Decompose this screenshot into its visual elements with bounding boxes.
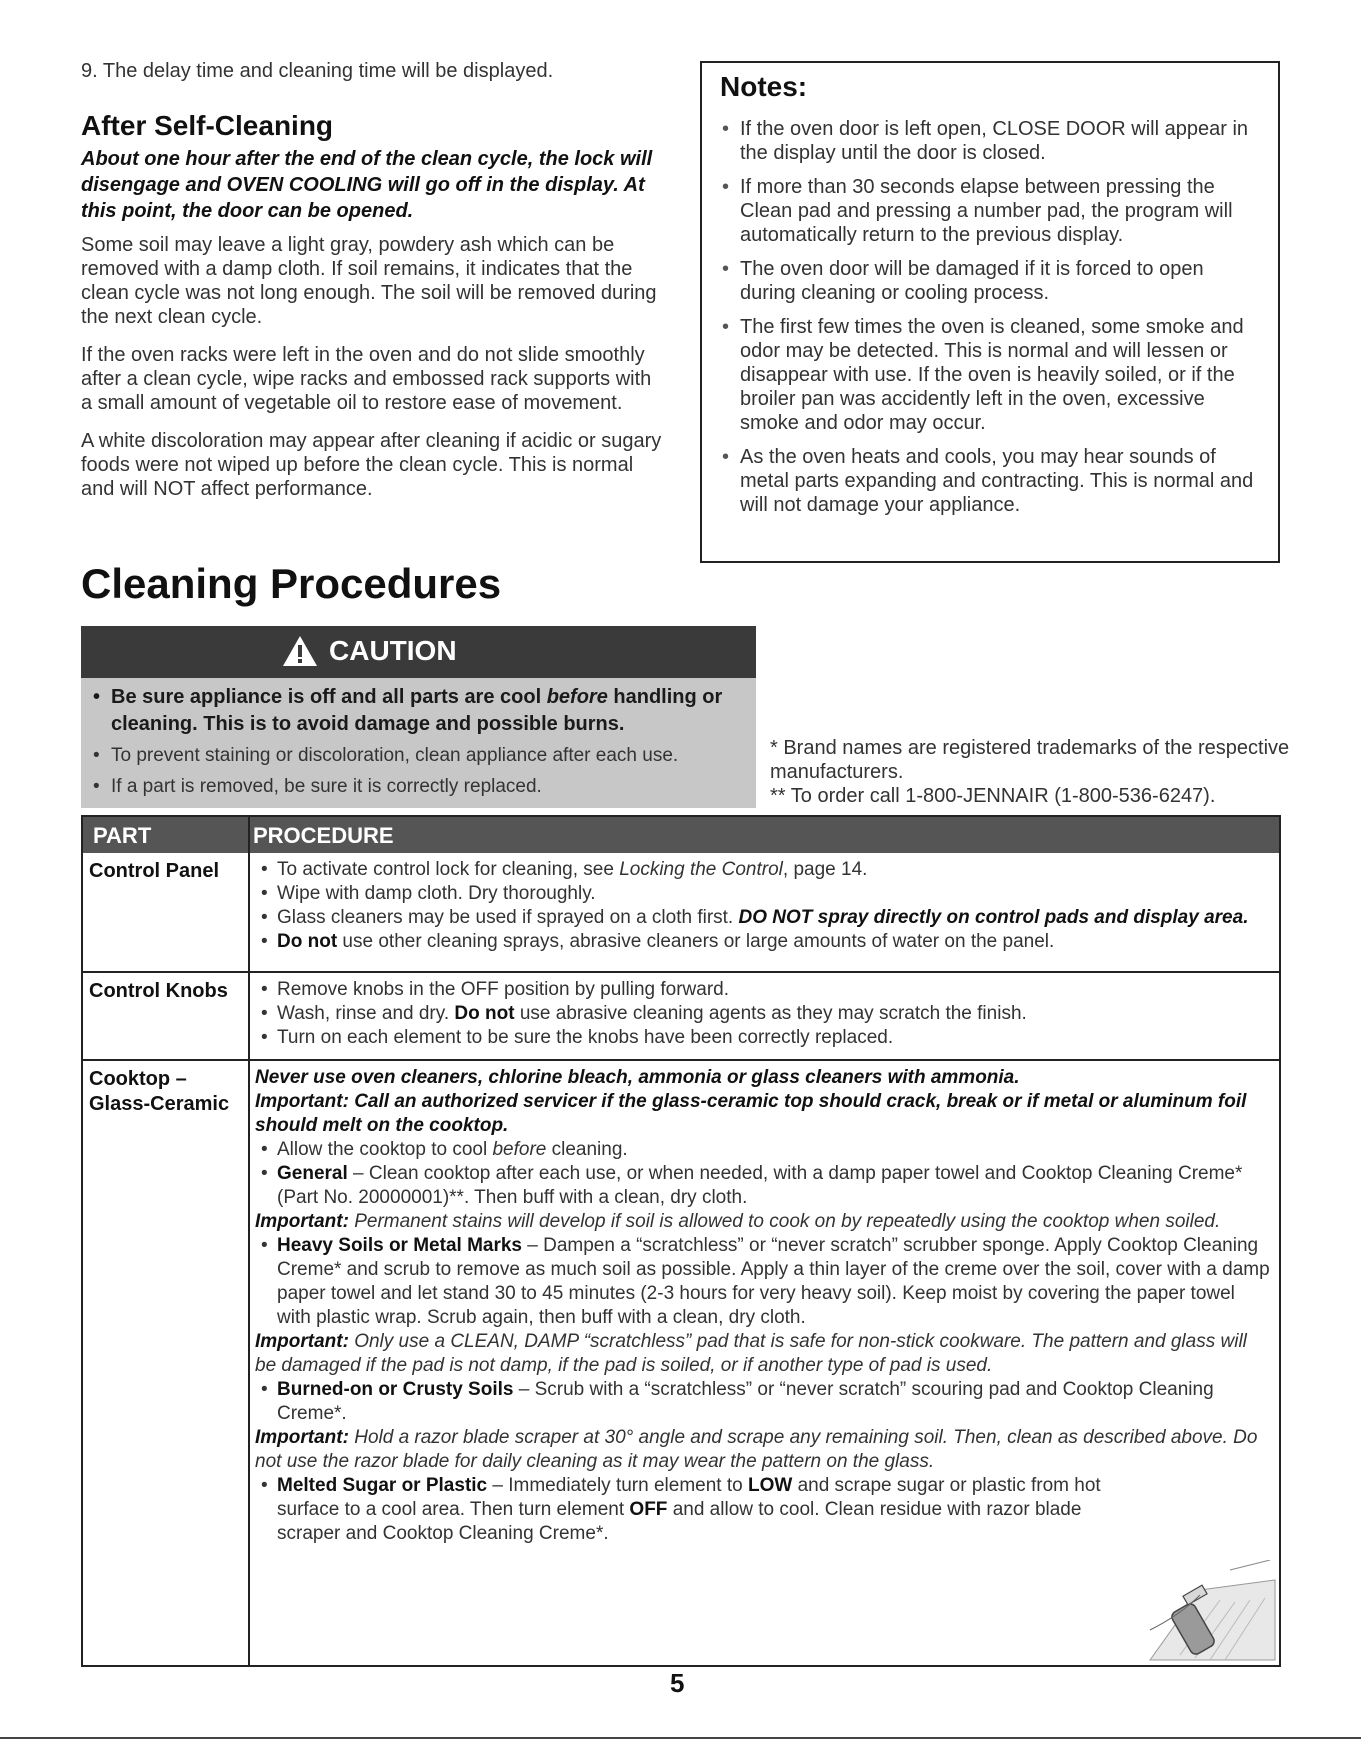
procedure-cell: • To activate control lock for cleaning, see Locking the Control, page 14. • Wipe with damp cloth. Dry thoroughly. • Glass cleaners may be used if sprayed on a cloth first. DO NOT spray directly on control pads and display area. • Do not use other cleaning sprays, abrasive cleaners or large amounts of water on the panel. (255, 858, 1270, 954)
after-self-cleaning-body (81, 233, 666, 515)
caution-title: CAUTION (329, 635, 457, 666)
table-row (83, 973, 1279, 1059)
after-self-cleaning-lead: About one hour after the end of the clean cycle, the lock will disengage and OVEN COOLING will go off in the display. At this point, the door can be opened. (81, 148, 653, 222)
note-item: • If more than 30 seconds elapse between pressing the Clean pad and pressing a number pad, the program will automatically return to the previous display. (720, 175, 1260, 247)
razor-scraper-illustration (1140, 1560, 1278, 1665)
note-item: • If the oven door is left open, CLOSE DOOR will appear in the display until the door is closed. (720, 117, 1260, 165)
paragraph: If the oven racks were left in the oven and do not slide smoothly after a clean cycle, wipe racks and embossed rack supports with a small amount of vegetable oil to restore ease of movement. (81, 344, 652, 414)
note-item: • As the oven heats and cools, you may hear sounds of metal parts expanding and contracting. This is normal and will not damage your appliance. (720, 445, 1260, 517)
cleaning-procedures-heading: Cleaning Procedures (81, 560, 502, 607)
bottom-rule (0, 1737, 1361, 1739)
caution-box (81, 626, 756, 808)
caution-item: • Be sure appliance is off and all parts are cool before handling or cleaning. This is to avoid damage and possible burns. (89, 684, 749, 738)
warning-triangle-icon (281, 634, 319, 668)
after-self-cleaning-heading: After Self-Cleaning (81, 110, 334, 141)
cleaning-procedures-table (81, 815, 1281, 1667)
part-label: Control Panel (89, 860, 220, 882)
procedure-cell: • Remove knobs in the OFF position by pulling forward. • Wash, rinse and dry. Do not use abrasive cleaning agents as they may scratch the finish. • Turn on each element to be sure the knobs have been correctly replaced. (255, 978, 1270, 1050)
table-header (83, 817, 1279, 853)
column-header-procedure: PROCEDURE (253, 823, 394, 848)
caution-item: • To prevent staining or discoloration, clean appliance after each use. (89, 742, 749, 769)
caution-header (81, 626, 756, 678)
caution-list (89, 684, 749, 800)
part-label: Control Knobs (89, 980, 228, 1002)
trademark-line: * Brand names are registered trademarks of the respective manufacturers. (770, 737, 1290, 783)
notes-title: Notes: (720, 71, 808, 102)
note-item: • The first few times the oven is cleaned, some smoke and odor may be detected. This is normal and will lessen or disappear with use. If the oven is heavily soiled, or if the broiler pan was accidently left in the oven, excessive smoke and odor may occur. (720, 315, 1260, 435)
table-row (83, 1061, 1279, 1661)
notes-box (700, 61, 1280, 563)
notes-list (720, 117, 1260, 517)
caution-item: • If a part is removed, be sure it is correctly replaced. (89, 773, 749, 800)
procedure-cell: Never use oven cleaners, chlorine bleach, ammonia or glass cleaners with ammonia. Important: Call an authorized servicer if the glass-ceramic top should crack, break or if metal or aluminum foil should melt on the cooktop. • Allow the cooktop to cool before cleaning. • General – Clean cooktop after each use, or when needed, with a damp paper towel and Cooktop Cleaning Creme* (Part No. 20000001)**. Then buff with a clean, dry cloth. Important: Permanent stains will develop if soil is allowed to cook on by repeatedly using the cooktop when soiled. • Heavy Soils or Metal Marks – Dampen a “scratchless” or “never scratch” scrubber sponge. Apply Cooktop Cleaning Creme* and scrub to remove as much soil as possible. Apply a thin layer of the creme over the soil, cover with a damp paper towel and let stand 30 to 45 minutes (2-3 hours for very heavy soil). Keep moist by covering the paper towel with plastic wrap. Scrub again, then buff with a clean, dry cloth. Important: Only use a CLEAN, DAMP “scratchless” pad that is safe for non-stick cookware. The pattern and glass will be damaged if the pad is not damp, if the pad is soiled, or if another type of pad is used. • Burned-on or Crusty Soils – Scrub with a “scratchless” or “never scratch” scouring pad and Cooktop Cleaning Creme*. Important: Hold a razor blade scraper at 30° angle and scrape any remaining soil. Then, clean as described above. Do not use the razor blade for daily cleaning as it may wear the pattern on the glass. • Melted Sugar or Plastic – Immediately turn element to LOW and scrape sugar or plastic from hot surface to a cool area. Then turn element OFF and allow to cool. Clean residue with razor blade scraper and Cooktop Cleaning Creme*. (255, 1066, 1270, 1546)
note-item: • The oven door will be damaged if it is forced to open during cleaning or cooling process. (720, 257, 1260, 305)
step-9-text: 9. The delay time and cleaning time will be displayed. (81, 60, 554, 82)
order-phone-line: ** To order call 1-800-JENNAIR (1-800-536-6247). (770, 785, 1216, 807)
column-header-part: PART (93, 823, 152, 848)
trademark-notes (770, 736, 1290, 808)
table-row (83, 853, 1279, 971)
page-number: 5 (670, 1668, 685, 1698)
paragraph: A white discoloration may appear after cleaning if acidic or sugary foods were not wiped up before the clean cycle. This is normal and will NOT affect performance. (81, 430, 662, 500)
part-label: Cooktop – Glass-Ceramic (89, 1068, 230, 1115)
paragraph: Some soil may leave a light gray, powdery ash which can be removed with a damp cloth. If soil remains, it indicates that the clean cycle was not long enough. The soil will be removed during the next clean cycle. (81, 234, 657, 328)
